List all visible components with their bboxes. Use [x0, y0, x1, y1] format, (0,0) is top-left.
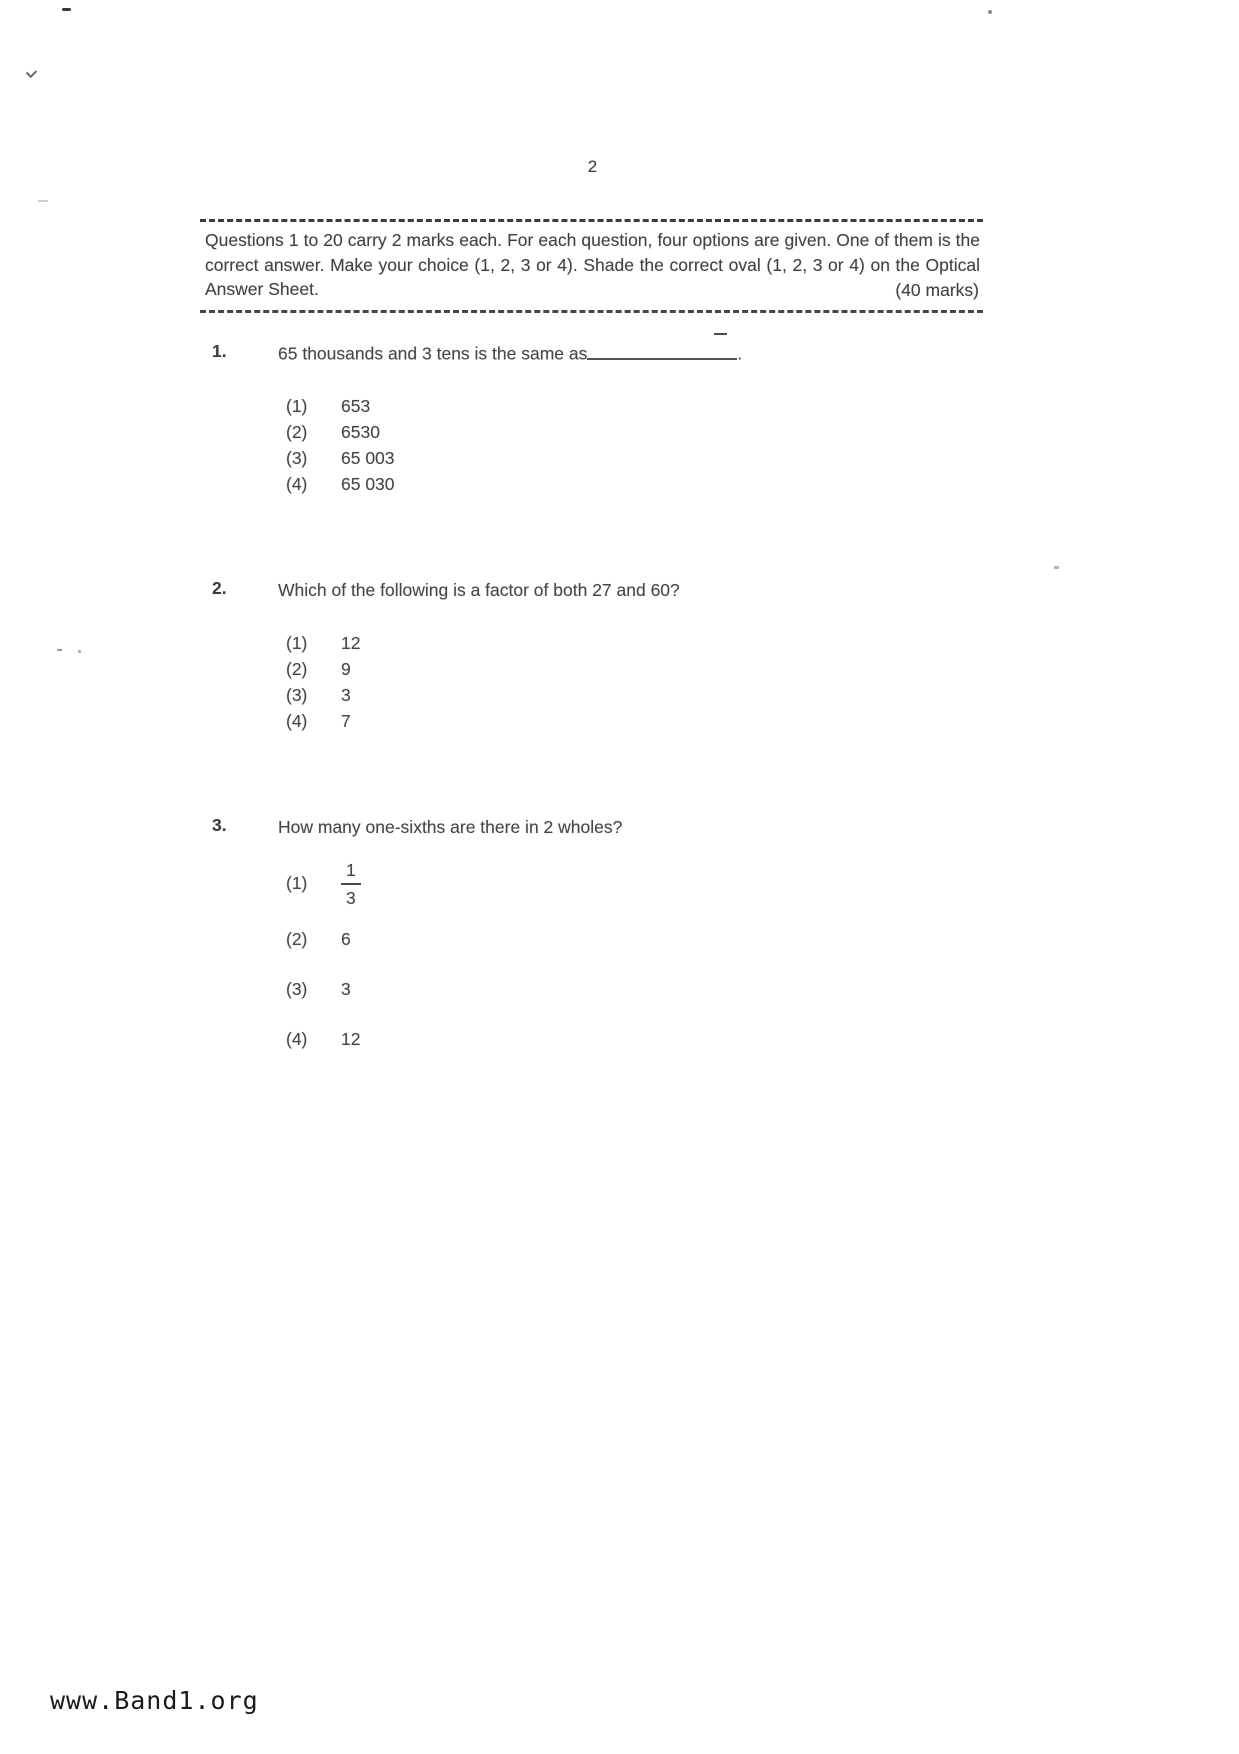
- option-row: [286, 419, 1012, 445]
- question-1-options: [286, 393, 1012, 497]
- option-value: 3: [341, 684, 351, 705]
- option-label: (1): [286, 632, 308, 653]
- option-row: [286, 656, 1012, 682]
- scan-artifact: [62, 8, 71, 11]
- marks-total: (40 marks): [895, 280, 979, 300]
- option-label: (3): [286, 684, 308, 705]
- option-label: (2): [286, 928, 308, 949]
- option-row: [286, 976, 1012, 1003]
- option-value: 653: [341, 396, 371, 417]
- option-label: (1): [286, 396, 308, 417]
- option-label: (1): [286, 873, 308, 893]
- scan-artifact: [78, 650, 81, 653]
- question-2-text: Which of the following is a factor of both 27 and 60?: [278, 580, 680, 600]
- question-3-number: 3.: [212, 815, 227, 835]
- option-row: [286, 708, 1012, 734]
- site-watermark: www.Band1.org: [50, 1686, 259, 1715]
- scan-artifact: [38, 200, 48, 202]
- option-label: (3): [286, 448, 308, 469]
- question-2-options: [286, 630, 1012, 734]
- option-value: 9: [341, 658, 351, 679]
- scan-artifact: [57, 649, 62, 651]
- option-row: [286, 682, 1012, 708]
- option-label: (4): [286, 474, 308, 495]
- fraction-denominator: 3: [346, 887, 356, 908]
- question-3-options: [286, 860, 1012, 1053]
- question-1: [212, 341, 1012, 497]
- question-2: [212, 578, 1012, 734]
- option-row: [286, 1026, 1012, 1053]
- fraction-one-third: [341, 860, 361, 908]
- answer-blank: [587, 341, 737, 360]
- option-row: [286, 860, 1012, 908]
- option-row: [286, 445, 1012, 471]
- option-value: 65 030: [341, 474, 395, 495]
- stray-dash-mark: [714, 333, 727, 335]
- instructions-text: Questions 1 to 20 carry 2 marks each. For each question, four options are given. One of them is the correct answer. Make your choice (1, 2, 3 or 4). Shade the correct oval (1, 2, 3 or 4) on the Optical Answer Sheet.: [205, 230, 980, 299]
- option-label: (4): [286, 710, 308, 731]
- option-value: 7: [341, 710, 351, 731]
- fraction-numerator: 1: [341, 860, 361, 885]
- option-value: 65 003: [341, 448, 395, 469]
- question-2-number: 2.: [212, 578, 227, 598]
- option-value: 6: [341, 928, 351, 949]
- question-1-text: [278, 341, 1012, 366]
- option-row: [286, 471, 1012, 497]
- question-1-stem: 65 thousands and 3 tens is the same as: [278, 343, 588, 364]
- option-row: [286, 926, 1012, 953]
- option-row: [286, 630, 1012, 656]
- option-label: (2): [286, 658, 308, 679]
- option-value: 12: [341, 1028, 361, 1049]
- option-value: 3: [341, 978, 351, 999]
- question-3: [212, 815, 1012, 1076]
- option-value: 12: [341, 632, 361, 653]
- question-3-text: How many one-sixths are there in 2 wholes?: [278, 817, 623, 837]
- question-1-number: 1.: [212, 341, 227, 361]
- instructions-box: [200, 219, 983, 313]
- scan-artifact: [988, 10, 992, 14]
- scan-artifact: [26, 67, 37, 78]
- option-value: 6530: [341, 422, 380, 443]
- page-number: 2: [587, 157, 598, 176]
- scan-artifact: [1054, 566, 1059, 569]
- option-label: (4): [286, 1028, 308, 1049]
- option-label: (3): [286, 978, 308, 999]
- question-1-suffix: .: [737, 343, 743, 364]
- option-row: [286, 393, 1012, 419]
- option-label: (2): [286, 422, 308, 443]
